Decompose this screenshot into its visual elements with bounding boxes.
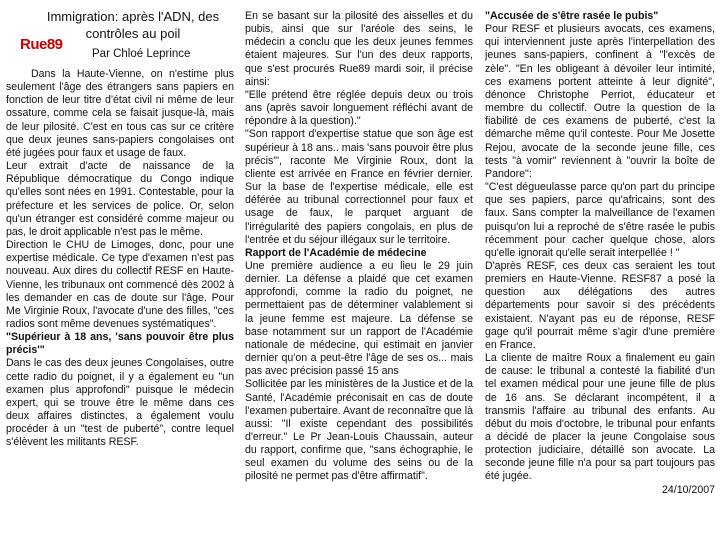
paragraph: Direction le CHU de Limoges, donc, pour une expertise médicale. Ce type d'examen n'est pas nouveau. Aux dires du collectif RESF en Haute-Vienne, les tribunaux ont commencé dès 2002 à les demander en cas de doute sur l'âge. Pour Me Virginie Roux, l'avocate d'une des filles, "ces radios sont même devenues systématiques". — [6, 239, 234, 330]
article-author: Par Chloé Leprince — [92, 48, 191, 60]
article-date: 24/10/2007 — [661, 483, 715, 496]
paragraph: Une première audience a eu lieu le 29 juin dernier. La défense a plaidé que cet examen approfondi, comme la radio du poignet, ne permettaient pas de déterminer valablement si la jeune femme est majeure. La défense se base notamment sur un rapport de l'Académie nationale de médecine, qui estimait en janvier dernier qu'on a peut-être l'âge de ses os... mais pas avec précision passé 15 ans — [245, 259, 473, 378]
subheading: Rapport de l'Académie de médecine — [245, 246, 427, 259]
paragraph: Dans la Haute-Vienne, on n'estime plus seulement l'âge des étrangers sans papiers en fonction de leur titre d'état civil ni même de leur ossature, comme cela se faisait jusque-là, mais de leur pilosité. C'est en tous cas sur ce critère que deux jeunes sans-papiers congolaises ont été jugées pour faux et usage de faux. — [6, 68, 234, 159]
paragraph: D'après RESF, ces deux cas seraient les tout premiers en Haute-Vienne. RESF87 a posé la question aux délégations des autres départements pour savoir si des précédents existaient. N'ayant pas eu de réponse, RESF gage qu'il pourrait même s'agir d'une première en France. — [485, 259, 715, 351]
article-title: Immigration: après l'ADN, des contrôles au poil — [46, 9, 220, 41]
article-header — [6, 8, 234, 68]
column-1 — [6, 8, 234, 450]
paragraph: La cliente de maître Roux a finalement eu gain de cause: le tribunal a contesté la fiabilité d'un tel examen médical pour une jeune fille de plus de 16 ans. Se déclarant incompétent, il a transmis l'affaire au tribunal des enfants. Au début du mois d'octobre, le tribunal pour enfants a décidé de placer la jeune Congolaise sous protection judiciaire, détaillé son avocate. La seconde jeune fille n'a pour sa part toujours pas été jugée. — [485, 352, 715, 483]
subheading: "Accusée de s'être rasée le pubis" — [485, 10, 659, 22]
paragraph: "C'est dégueulasse parce qu'on part du principe que ses papiers, parce qu'africains, sont des faux. Sans compter la malveillance de l'examen puisqu'on lui a reproché de s'être rasée le pubis récemment pour cacher quelque chose, alors qu'elle ignorait qu'elle serait interpellée ! " — [485, 181, 715, 259]
paragraph: Sollicitée par les ministères de la Justice et de la Santé, l'Académie préconisait en cas de doute l'examen pubertaire. Avant de reconnaître que là aussi: "Il existe cependant des possibilités d'erreur." Le Pr Jean-Louis Chaussain, auteur du rapport, confirme que, "sans échographie, le seul examen du volume des seins ou de la pilosité ne permet pas d'être affirmatif". — [245, 378, 473, 483]
paragraph: Pour RESF et plusieurs avocats, ces examens, qui interviennent juste après l'interpellation des jeunes sans-papiers, confinent à "l'excès de zèle". "En les obligeant à dévoiler leur intimité, ces examens portent atteinte à leur dignité", dénonce Christophe Perriot, éducateur et membre du collectif. Outre la question de la fiabilité de ces examens de puberté, c'est la démarche même qu'il conteste. Pour Me Josette Rejou, avocate de la seconde jeune fille, ces tests "à vomir" reviennent à "ouvrir la boîte de Pandore": — [485, 23, 715, 180]
paragraph: "Elle prétend être réglée depuis deux ou trois ans (après savoir longuement réfléchi avant de répondre à la question)." — [245, 88, 473, 128]
paragraph: En se basant sur la pilosité des aisselles et du pubis, ainsi que sur l'aréole des seins, le médecin a conclu que les deux jeunes femmes étaient majeures. Sur l'un des deux rapports, que s'est procurés Rue89 mardi soir, il précise ainsi: — [245, 10, 473, 88]
rue89-logo: Rue89 — [20, 36, 63, 53]
paragraph: "Son rapport d'expertise statue que son âge est supérieur à 18 ans.. mais 'sans pouvoir être plus précis'", raconte Me Virginie Roux, dont la cliente est arrivée en France en février dernier. Sur la base de l'expertise médicale, elle est déférée au tribunal correctionnel pour faux et usage de faux, le parquet arguant de l'irrégularité des papiers congolais, en plus de l'entrée et du séjour illégaux sur le territoire. — [245, 128, 473, 246]
column-3 — [485, 10, 715, 497]
paragraph: Leur extrait d'acte de naissance de la République démocratique du Congo indique qu'elles sont nées en 1991. Contestable, pour la préfecture et les services de police. Or, selon qu'un étranger est considéré comme majeur ou pas, le droit applicable n'est pas le même. — [6, 160, 234, 238]
paragraph: Dans le cas des deux jeunes Congolaises, outre cette radio du poignet, il y a également eu "un examen plus approfondi" puisque le médecin expert, qui se trouve être le même dans ces deux affaires distinctes, a également voulu procéder à un "test de puberté", contre lequel s'élèvent les militants RESF. — [6, 357, 234, 449]
column-2 — [245, 10, 473, 484]
date-line — [485, 484, 715, 497]
subheading: "Supérieur à 18 ans, 'sans pouvoir être plus précis'" — [6, 331, 234, 357]
